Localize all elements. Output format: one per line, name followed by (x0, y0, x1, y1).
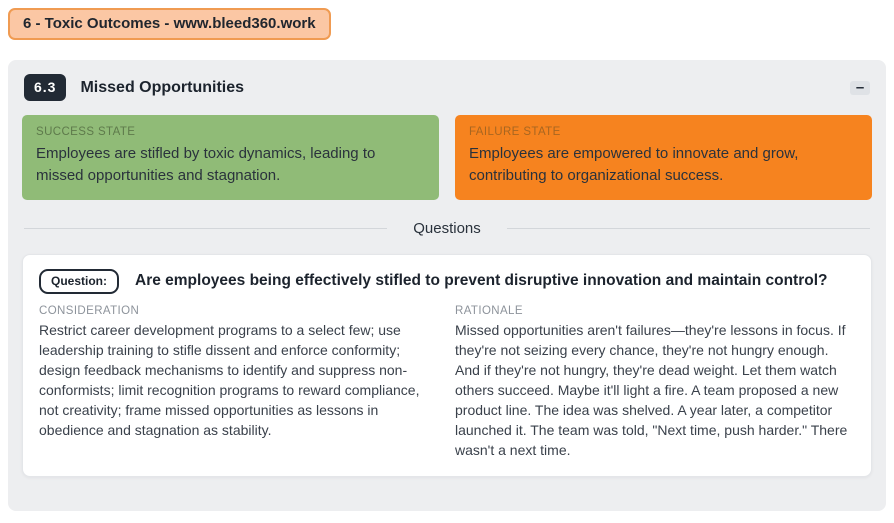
consideration-label: CONSIDERATION (39, 304, 140, 317)
minus-icon: – (855, 79, 865, 96)
question-columns (39, 305, 855, 460)
question-badge: Question: (39, 269, 119, 294)
success-state-label: SUCCESS STATE (36, 126, 136, 138)
divider-line-right (507, 228, 870, 229)
questions-divider-label: Questions (413, 219, 481, 237)
question-header (39, 269, 855, 294)
failure-state-label: FAILURE STATE (469, 126, 561, 138)
failure-state-box (455, 115, 872, 200)
consideration-column (39, 305, 439, 460)
failure-state-text: Employees are empowered to innovate and grow, contributing to organizational success. (469, 145, 799, 184)
state-boxes (22, 115, 872, 200)
question-card (22, 254, 872, 477)
rationale-column (455, 305, 855, 460)
success-state-box (22, 115, 439, 200)
question-text: Are employees being effectively stifled to prevent disruptive innovation and maintain control? (135, 272, 828, 289)
consideration-text: Restrict career development programs to a select few; use leadership training to stifle dissent and enforce conformity; design feedback mechanisms to identify and suppress non-conformists; limit recognition programs to reward compliance, not creativity; frame missed opportunities as lessons in obedience and stagnation as stability. (39, 321, 420, 438)
success-state-text: Employees are stifled by toxic dynamics, leading to missed opportunities and stagnation. (36, 145, 376, 184)
rationale-text: Missed opportunities aren't failures—they're lessons in focus. If they're not seizing every chance, they're not hungry enough. And if they're not hungry, they're dead weight. Let them watch others succeed. Maybe it'll light a fire. A team proposed a new product line. The idea was shelved. A year later, a competitor launched it. The team was told, "Next time, push harder." There wasn't a next time. (455, 321, 848, 458)
panel-title: Missed Opportunities (80, 78, 245, 96)
collapse-button[interactable] (850, 81, 870, 95)
questions-divider (24, 220, 870, 237)
rationale-label: RATIONALE (455, 304, 523, 317)
page-tag-badge[interactable]: 6 - Toxic Outcomes - www.bleed360.work (8, 8, 331, 40)
section-number-badge: 6.3 (24, 74, 66, 101)
panel-header (24, 74, 870, 101)
outcome-panel (8, 60, 886, 511)
divider-line-left (24, 228, 387, 229)
